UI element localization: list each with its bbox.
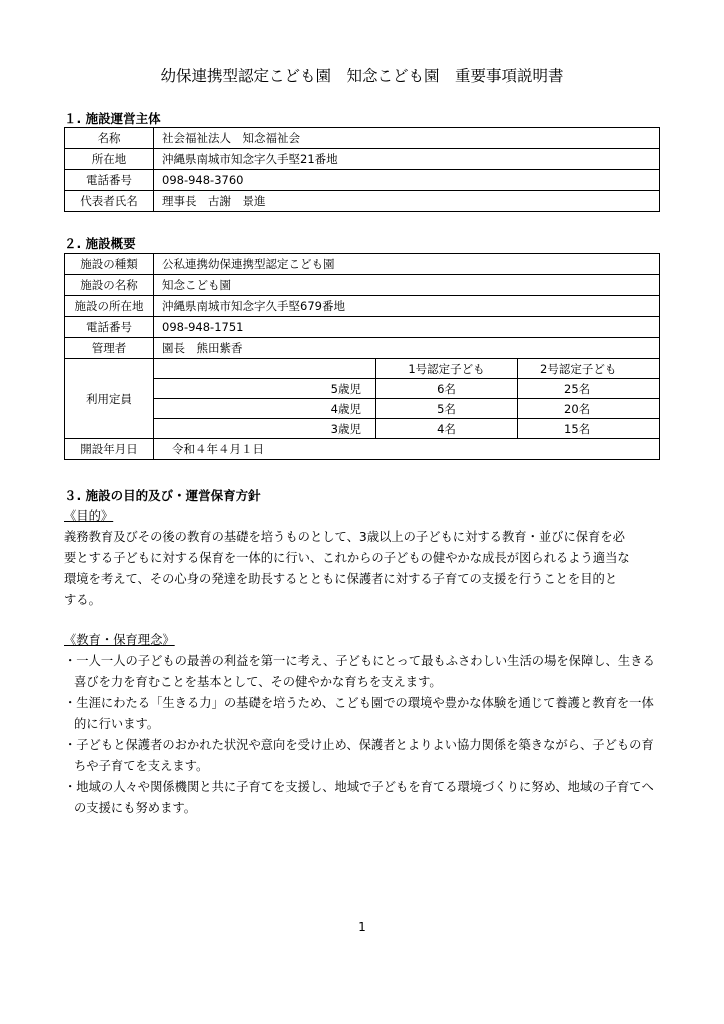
table-row bbox=[65, 399, 660, 419]
row-label: 施設の種類 bbox=[65, 254, 154, 275]
operator-table bbox=[64, 127, 660, 212]
row-value: 理事長 古謝 景進 bbox=[154, 191, 660, 212]
purpose-block bbox=[64, 506, 664, 611]
row-label: 代表者氏名 bbox=[65, 191, 154, 212]
table-row bbox=[65, 149, 660, 170]
purpose-line: 環境を考えて、その心身の発達を助長するとともに保護者に対する子育ての支援を行うことを目的と bbox=[64, 572, 618, 586]
row-label: 電話番号 bbox=[65, 170, 154, 191]
table-row bbox=[65, 317, 660, 338]
table-row bbox=[65, 170, 660, 191]
philosophy-item: ・生涯にわたる「生きる力」の基礎を培うため、こども園での環境や豊かな体験を通じて養護と教育を一体的に行います。 bbox=[64, 696, 654, 731]
empty-cell bbox=[154, 359, 376, 379]
page-number: 1 bbox=[358, 920, 366, 934]
philosophy-block bbox=[64, 630, 664, 819]
age-cell: 4歳児 bbox=[154, 399, 376, 419]
row-label: 名称 bbox=[65, 128, 154, 149]
row-value: 園長 熊田紫香 bbox=[154, 338, 660, 359]
row-value: 社会福祉法人 知念福祉会 bbox=[154, 128, 660, 149]
table-row bbox=[65, 338, 660, 359]
table-row bbox=[65, 275, 660, 296]
capacity-2-cell: 25名 bbox=[518, 379, 660, 399]
table-row bbox=[65, 128, 660, 149]
capacity-1-cell: 6名 bbox=[376, 379, 518, 399]
row-value: 098-948-3760 bbox=[154, 170, 660, 191]
document-title: 幼保連携型認定こども園 知念こども園 重要事項説明書 bbox=[160, 67, 564, 85]
capacity-header-row bbox=[65, 359, 660, 379]
row-label: 管理者 bbox=[65, 338, 154, 359]
section1-heading: １. 施設運営主体 bbox=[64, 111, 161, 126]
age-cell: 5歳児 bbox=[154, 379, 376, 399]
facility-table bbox=[64, 253, 660, 460]
capacity-1-cell: 4名 bbox=[376, 419, 518, 439]
row-label: 開設年月日 bbox=[65, 439, 154, 460]
capacity-2-cell: 15名 bbox=[518, 419, 660, 439]
table-row bbox=[65, 439, 660, 460]
capacity-2-cell: 20名 bbox=[518, 399, 660, 419]
table-row bbox=[65, 254, 660, 275]
row-value: 沖縄県南城市知念字久手堅679番地 bbox=[154, 296, 660, 317]
row-label: 施設の名称 bbox=[65, 275, 154, 296]
row-label: 所在地 bbox=[65, 149, 154, 170]
table-row bbox=[65, 191, 660, 212]
philosophy-item: ・一人一人の子どもの最善の利益を第一に考え、子どもにとって最もふさわしい生活の場を保障し、生きる喜びを力を育むことを基本として、その健やかな育ちを支えます。 bbox=[64, 654, 655, 689]
row-value: 沖縄県南城市知念字久手堅21番地 bbox=[154, 149, 660, 170]
capacity-1-cell: 5名 bbox=[376, 399, 518, 419]
row-label: 電話番号 bbox=[65, 317, 154, 338]
philosophy-title: 《教育・保育理念》 bbox=[64, 633, 175, 647]
row-label: 施設の所在地 bbox=[65, 296, 154, 317]
row-value: 知念こども園 bbox=[154, 275, 660, 296]
row-value: 令和４年４月１日 bbox=[154, 439, 660, 460]
purpose-line: 要とする子どもに対する保育を一体的に行い、これからの子どもの健やかな成長が図られるよう適当な bbox=[64, 551, 630, 565]
age-cell: 3歳児 bbox=[154, 419, 376, 439]
table-row bbox=[65, 419, 660, 439]
purpose-title: 《目的》 bbox=[64, 509, 114, 523]
row-value: 098-948-1751 bbox=[154, 317, 660, 338]
table-row bbox=[65, 296, 660, 317]
philosophy-item: ・地域の人々や関係機関と共に子育てを支援し、地域で子どもを育てる環境づくりに努め、地域の子育てへの支援にも努めます。 bbox=[64, 780, 654, 815]
purpose-line: する。 bbox=[64, 593, 101, 607]
capacity-header-2: 2号認定子ども bbox=[518, 359, 660, 379]
section2-heading: ２. 施設概要 bbox=[64, 236, 136, 251]
philosophy-item: ・子どもと保護者のおかれた状況や意向を受け止め、保護者とよりよい協力関係を築きながら、子どもの育ちや子育てを支えます。 bbox=[64, 738, 654, 773]
table-row bbox=[65, 379, 660, 399]
capacity-header-1: 1号認定子ども bbox=[376, 359, 518, 379]
purpose-line: 義務教育及びその後の教育の基礎を培うものとして、3歳以上の子どもに対する教育・並びに保育を必 bbox=[64, 530, 625, 544]
capacity-label: 利用定員 bbox=[65, 359, 154, 439]
section3-heading: ３. 施設の目的及び・運営保育方針 bbox=[64, 488, 261, 503]
row-value: 公私連携幼保連携型認定こども園 bbox=[154, 254, 660, 275]
